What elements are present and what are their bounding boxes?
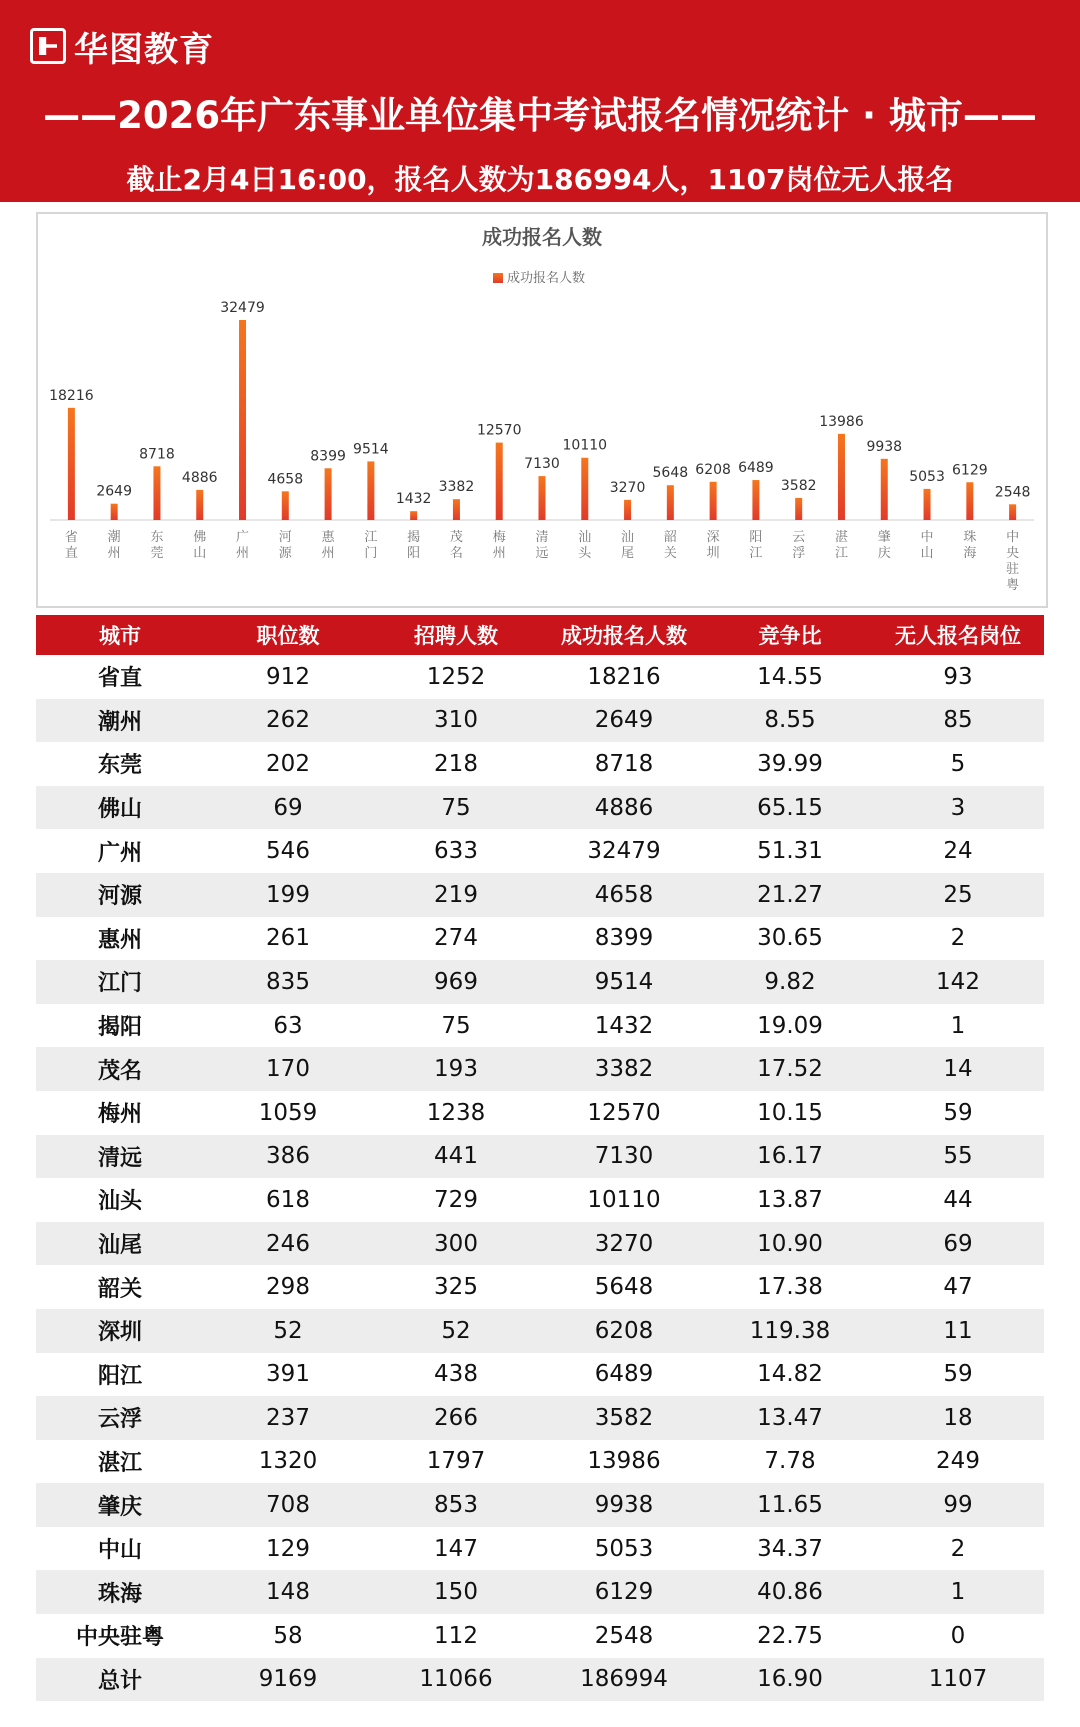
cell-ratio: 7.78 <box>764 1448 816 1475</box>
cell-no-applicant: 142 <box>936 968 980 995</box>
x-tick-label: 江门 <box>364 530 378 561</box>
table-row <box>36 655 1044 699</box>
table-row <box>36 1527 1044 1571</box>
cell-city: 湛江 <box>97 1450 142 1476</box>
cell-ratio: 65.15 <box>757 794 823 821</box>
x-tick-label: 佛山 <box>193 530 207 561</box>
bar <box>924 489 931 520</box>
cell-city: 总计 <box>97 1668 142 1694</box>
cell-no-applicant: 59 <box>943 1099 973 1126</box>
header-no-applicant: 无人报名岗位 <box>895 624 1021 648</box>
cell-recruits: 633 <box>434 838 478 865</box>
cell-positions: 1320 <box>258 1448 318 1475</box>
page-title: ——2026年广东事业单位集中考试报名情况统计 · 城市—— <box>43 94 1037 137</box>
table-row <box>36 1091 1044 1135</box>
cell-applicants: 9514 <box>594 968 654 995</box>
cell-ratio: 10.90 <box>757 1230 823 1257</box>
cell-recruits: 1252 <box>426 663 486 690</box>
cell-city: 佛山 <box>97 797 142 823</box>
bar <box>153 466 160 520</box>
cell-city: 茂名 <box>97 1058 142 1084</box>
cell-recruits: 1797 <box>426 1448 486 1475</box>
bar-value-label: 8718 <box>139 446 175 463</box>
x-tick-label: 阳江 <box>749 530 763 561</box>
x-tick-label: 云浮 <box>792 530 806 561</box>
cell-positions: 386 <box>266 1143 310 1170</box>
cell-city: 云浮 <box>97 1407 142 1433</box>
cell-recruits: 193 <box>434 1056 478 1083</box>
cell-positions: 148 <box>266 1579 310 1606</box>
table-row <box>36 1353 1044 1397</box>
x-tick-label: 广州 <box>236 530 250 561</box>
cell-positions: 9169 <box>258 1666 318 1693</box>
cell-recruits: 147 <box>434 1535 478 1562</box>
bar-chart-svg <box>38 214 1046 606</box>
cell-recruits: 325 <box>434 1274 478 1301</box>
x-tick-label: 省直 <box>64 530 78 561</box>
cell-applicants: 5053 <box>594 1535 654 1562</box>
cell-recruits: 1238 <box>426 1099 486 1126</box>
cell-no-applicant: 11 <box>943 1317 973 1344</box>
legend-swatch <box>493 273 503 283</box>
cell-no-applicant: 1 <box>950 1012 966 1039</box>
cell-ratio: 119.38 <box>749 1317 831 1344</box>
cell-no-applicant: 85 <box>943 707 973 734</box>
cell-ratio: 21.27 <box>757 881 823 908</box>
bar-value-label: 6208 <box>695 461 731 478</box>
bar <box>966 482 973 520</box>
cell-no-applicant: 5 <box>950 750 966 777</box>
x-tick-label: 中央驻粤 <box>1006 530 1020 593</box>
cell-city: 清远 <box>97 1145 142 1171</box>
cell-positions: 546 <box>266 838 310 865</box>
cell-applicants: 6489 <box>594 1361 654 1388</box>
bar <box>410 511 417 520</box>
cell-ratio: 14.55 <box>757 663 823 690</box>
cell-recruits: 310 <box>434 707 478 734</box>
cell-positions: 129 <box>266 1535 310 1562</box>
x-tick-label: 河源 <box>278 530 292 561</box>
bar <box>624 500 631 520</box>
cell-applicants: 7130 <box>594 1143 654 1170</box>
cell-positions: 52 <box>273 1317 303 1344</box>
cell-city: 广州 <box>97 840 142 866</box>
cell-no-applicant: 14 <box>943 1056 973 1083</box>
cell-positions: 237 <box>266 1404 310 1431</box>
cell-positions: 261 <box>266 925 310 952</box>
cell-city: 梅州 <box>97 1102 142 1128</box>
bar-value-label: 3582 <box>780 477 817 494</box>
cell-city: 省直 <box>97 666 142 692</box>
table-row <box>36 699 1044 743</box>
cell-positions: 1059 <box>258 1099 318 1126</box>
x-tick-label: 揭阳 <box>407 530 421 561</box>
huatu-logo-icon <box>30 28 66 64</box>
header-applicants: 成功报名人数 <box>561 624 687 648</box>
legend-label: 成功报名人数 <box>507 271 586 286</box>
x-tick-label: 深圳 <box>706 530 720 561</box>
cell-positions: 69 <box>273 794 303 821</box>
bar-value-label: 9514 <box>353 441 389 458</box>
header-city: 城市 <box>99 624 141 648</box>
header-ratio: 竞争比 <box>758 624 822 648</box>
table-row <box>36 1265 1044 1309</box>
cell-applicants: 10110 <box>587 1186 661 1213</box>
cell-positions: 912 <box>266 663 310 690</box>
cell-ratio: 30.65 <box>757 925 823 952</box>
table-row <box>36 742 1044 786</box>
bar <box>282 491 289 520</box>
cell-recruits: 729 <box>434 1186 478 1213</box>
bar-value-label: 12570 <box>476 422 522 439</box>
bar-value-label: 3382 <box>438 479 475 496</box>
cell-applicants: 6129 <box>594 1579 654 1606</box>
cell-recruits: 274 <box>434 925 478 952</box>
cell-city: 汕头 <box>97 1189 142 1215</box>
cell-city: 阳江 <box>97 1363 142 1389</box>
bar <box>367 461 374 520</box>
cell-positions: 202 <box>266 750 310 777</box>
bar <box>710 482 717 520</box>
cell-recruits: 112 <box>434 1622 478 1649</box>
table-row <box>36 1135 1044 1179</box>
cell-applicants: 2548 <box>594 1622 654 1649</box>
cell-ratio: 22.75 <box>757 1622 823 1649</box>
cell-ratio: 34.37 <box>757 1535 823 1562</box>
cell-city: 惠州 <box>97 927 142 953</box>
table-row <box>36 786 1044 830</box>
bar-value-label: 7130 <box>524 456 560 473</box>
bar-value-label: 6489 <box>738 460 774 477</box>
cell-positions: 262 <box>266 707 310 734</box>
cell-city: 东莞 <box>97 753 142 779</box>
cell-positions: 58 <box>273 1622 303 1649</box>
cell-city: 肇庆 <box>97 1494 142 1520</box>
cell-no-applicant: 25 <box>943 881 973 908</box>
bar <box>239 320 246 520</box>
x-tick-label: 汕尾 <box>621 530 635 561</box>
table-row <box>36 1658 1044 1702</box>
bar-value-label: 2548 <box>994 484 1031 501</box>
brand-name: 华图教育 <box>74 29 214 70</box>
cell-city: 韶关 <box>97 1276 142 1302</box>
cell-recruits: 969 <box>434 968 478 995</box>
cell-applicants: 3582 <box>594 1404 654 1431</box>
cell-ratio: 8.55 <box>764 707 816 734</box>
cell-no-applicant: 24 <box>943 838 973 865</box>
table-row <box>36 1570 1044 1614</box>
cell-city: 潮州 <box>97 709 142 735</box>
chart-title: 成功报名人数 <box>482 225 602 249</box>
cell-city: 江门 <box>97 971 142 997</box>
cell-recruits: 266 <box>434 1404 478 1431</box>
cell-city: 中山 <box>97 1538 142 1564</box>
cell-applicants: 32479 <box>587 838 661 865</box>
x-tick-label: 潮州 <box>107 530 121 561</box>
cell-recruits: 219 <box>434 881 478 908</box>
cell-no-applicant: 1107 <box>928 1666 988 1693</box>
cell-applicants: 9938 <box>594 1492 654 1519</box>
cell-no-applicant: 3 <box>950 794 966 821</box>
cell-ratio: 39.99 <box>757 750 823 777</box>
bar <box>68 408 75 520</box>
table-row <box>36 1614 1044 1658</box>
bar <box>881 459 888 520</box>
header-banner <box>0 0 1080 202</box>
cell-city: 揭阳 <box>97 1015 142 1041</box>
cell-applicants: 6208 <box>594 1317 654 1344</box>
cell-no-applicant: 93 <box>943 663 973 690</box>
cell-no-applicant: 2 <box>950 1535 966 1562</box>
x-tick-label: 中山 <box>920 530 934 561</box>
cell-applicants: 3270 <box>594 1230 654 1257</box>
bar-value-label: 6129 <box>952 462 988 479</box>
x-tick-label: 东莞 <box>150 530 164 561</box>
brand-logo <box>30 26 214 70</box>
cell-ratio: 17.38 <box>757 1274 823 1301</box>
table-row <box>36 1483 1044 1527</box>
bar-value-label: 5648 <box>652 465 689 482</box>
bar-value-label: 3270 <box>609 479 646 496</box>
cell-ratio: 11.65 <box>757 1492 823 1519</box>
cell-applicants: 13986 <box>587 1448 661 1475</box>
bars-group <box>49 300 1030 593</box>
cell-recruits: 11066 <box>419 1666 493 1693</box>
table-row <box>36 1440 1044 1484</box>
cell-recruits: 300 <box>434 1230 478 1257</box>
cell-ratio: 9.82 <box>764 968 816 995</box>
cell-recruits: 853 <box>434 1492 478 1519</box>
x-tick-label: 惠州 <box>321 530 335 561</box>
cell-applicants: 12570 <box>587 1099 661 1126</box>
bar-value-label: 2649 <box>96 483 132 500</box>
bar <box>795 498 802 520</box>
bar-chart <box>36 212 1048 608</box>
cell-no-applicant: 59 <box>943 1361 973 1388</box>
cell-recruits: 441 <box>434 1143 478 1170</box>
cell-applicants: 3382 <box>594 1056 654 1083</box>
bar-value-label: 18216 <box>49 387 94 404</box>
cell-positions: 246 <box>266 1230 310 1257</box>
cell-applicants: 186994 <box>580 1666 668 1693</box>
cell-ratio: 10.15 <box>757 1099 823 1126</box>
bar <box>496 443 503 520</box>
cell-positions: 63 <box>273 1012 303 1039</box>
cell-applicants: 5648 <box>594 1274 654 1301</box>
cell-no-applicant: 1 <box>950 1579 966 1606</box>
page-subtitle: 截止2月4日16:00，报名人数为186994人，1107岗位无人报名 <box>126 163 954 196</box>
stats-table <box>36 615 1044 1701</box>
bar-value-label: 9938 <box>866 438 903 455</box>
bar <box>325 468 332 520</box>
cell-no-applicant: 47 <box>943 1274 973 1301</box>
bar-value-label: 32479 <box>220 300 265 316</box>
cell-positions: 170 <box>266 1056 310 1083</box>
bar <box>1009 504 1016 520</box>
cell-positions: 708 <box>266 1492 310 1519</box>
cell-positions: 199 <box>266 881 310 908</box>
table-row <box>36 873 1044 917</box>
cell-positions: 835 <box>266 968 310 995</box>
bar <box>838 434 845 520</box>
bar-value-label: 1432 <box>395 491 432 508</box>
bar-value-label: 10110 <box>562 437 608 454</box>
cell-applicants: 4886 <box>594 794 654 821</box>
cell-applicants: 8399 <box>594 925 654 952</box>
cell-city: 深圳 <box>97 1320 142 1346</box>
cell-city: 中央驻粤 <box>75 1625 164 1651</box>
bar-value-label: 4886 <box>181 469 218 486</box>
table-body <box>36 655 1044 1701</box>
cell-ratio: 16.90 <box>757 1666 823 1693</box>
cell-applicants: 1432 <box>594 1012 654 1039</box>
cell-no-applicant: 99 <box>943 1492 973 1519</box>
cell-recruits: 75 <box>441 1012 471 1039</box>
bar <box>667 485 674 520</box>
x-tick-label: 湛江 <box>834 530 848 561</box>
cell-recruits: 218 <box>434 750 478 777</box>
cell-ratio: 16.17 <box>757 1143 823 1170</box>
bar <box>111 504 118 520</box>
x-tick-label: 韶关 <box>663 530 677 561</box>
bar-value-label: 8399 <box>310 448 346 465</box>
x-tick-label: 茂名 <box>449 530 463 561</box>
cell-city: 珠海 <box>97 1581 142 1607</box>
cell-ratio: 13.87 <box>757 1186 823 1213</box>
table-row <box>36 1396 1044 1440</box>
cell-no-applicant: 2 <box>950 925 966 952</box>
table-row <box>36 1178 1044 1222</box>
cell-recruits: 150 <box>434 1579 478 1606</box>
bar <box>752 480 759 520</box>
header-recruits: 招聘人数 <box>414 624 498 648</box>
cell-no-applicant: 55 <box>943 1143 973 1170</box>
cell-city: 汕尾 <box>97 1233 142 1259</box>
bar <box>581 458 588 520</box>
table-row <box>36 917 1044 961</box>
x-tick-label: 肇庆 <box>877 530 891 561</box>
bar <box>453 499 460 520</box>
cell-recruits: 52 <box>441 1317 471 1344</box>
x-tick-label: 汕头 <box>578 530 592 561</box>
cell-applicants: 18216 <box>587 663 661 690</box>
chart-legend <box>493 270 585 286</box>
cell-ratio: 51.31 <box>757 838 823 865</box>
cell-no-applicant: 249 <box>936 1448 980 1475</box>
x-tick-label: 清远 <box>535 530 549 561</box>
bar-value-label: 13986 <box>819 413 864 430</box>
table-header <box>36 615 1044 655</box>
bar-value-label: 5053 <box>909 468 945 485</box>
cell-no-applicant: 44 <box>943 1186 973 1213</box>
cell-ratio: 14.82 <box>757 1361 823 1388</box>
cell-recruits: 75 <box>441 794 471 821</box>
cell-positions: 298 <box>266 1274 310 1301</box>
cell-ratio: 19.09 <box>757 1012 823 1039</box>
bar-value-label: 4658 <box>267 471 304 488</box>
cell-applicants: 8718 <box>594 750 654 777</box>
table-row <box>36 1309 1044 1353</box>
cell-recruits: 438 <box>434 1361 478 1388</box>
cell-applicants: 4658 <box>594 881 654 908</box>
cell-positions: 391 <box>266 1361 310 1388</box>
cell-no-applicant: 69 <box>943 1230 973 1257</box>
header-positions: 职位数 <box>256 624 320 648</box>
cell-no-applicant: 18 <box>943 1404 973 1431</box>
table-row <box>36 1047 1044 1091</box>
cell-ratio: 13.47 <box>757 1404 823 1431</box>
table-row <box>36 829 1044 873</box>
cell-no-applicant: 0 <box>950 1622 966 1649</box>
cell-applicants: 2649 <box>594 707 654 734</box>
x-tick-label: 珠海 <box>963 530 977 561</box>
bar <box>539 476 546 520</box>
cell-ratio: 40.86 <box>757 1579 823 1606</box>
cell-city: 河源 <box>97 884 142 910</box>
table-row <box>36 960 1044 1004</box>
bar <box>196 490 203 520</box>
table-row <box>36 1222 1044 1266</box>
cell-ratio: 17.52 <box>757 1056 823 1083</box>
cell-positions: 618 <box>266 1186 310 1213</box>
x-tick-label: 梅州 <box>492 530 506 561</box>
table-row <box>36 1004 1044 1048</box>
